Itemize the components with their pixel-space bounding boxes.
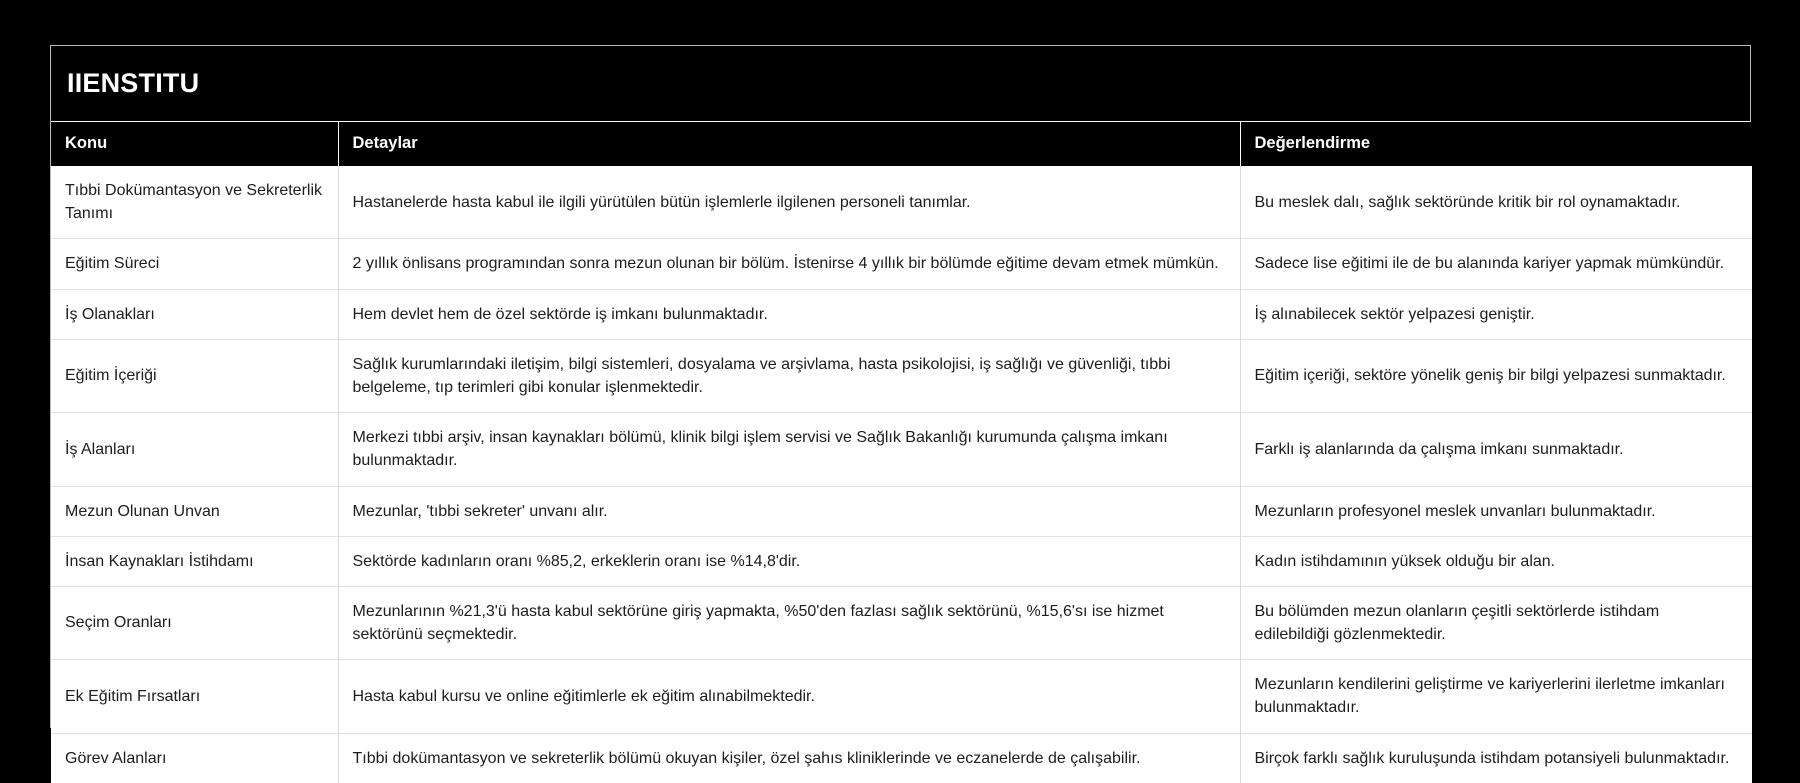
table-row	[51, 239, 1752, 289]
column-header-konu: Konu	[51, 122, 338, 166]
cell-konu: İş Olanakları	[51, 289, 338, 339]
table-row	[51, 413, 1752, 486]
table-row	[51, 289, 1752, 339]
cell-degerlendirme: Birçok farklı sağlık kuruluşunda istihdam potansiyeli bulunmaktadır.	[1240, 733, 1752, 783]
brand-bar	[51, 46, 1750, 122]
cell-konu: Eğitim İçeriği	[51, 339, 338, 412]
column-header-degerlendirme: Değerlendirme	[1240, 122, 1752, 166]
table-row	[51, 536, 1752, 586]
cell-konu: Görev Alanları	[51, 733, 338, 783]
cell-konu: Ek Eğitim Fırsatları	[51, 660, 338, 733]
cell-degerlendirme: Bu meslek dalı, sağlık sektöründe kritik bir rol oynamaktadır.	[1240, 166, 1752, 239]
cell-detaylar: Mezunlar, 'tıbbi sekreter' unvanı alır.	[338, 486, 1240, 536]
cell-degerlendirme: Eğitim içeriği, sektöre yönelik geniş bir bilgi yelpazesi sunmaktadır.	[1240, 339, 1752, 412]
info-table-card	[50, 45, 1751, 767]
table-row	[51, 660, 1752, 733]
cell-konu: İnsan Kaynakları İstihdamı	[51, 536, 338, 586]
table-row	[51, 733, 1752, 783]
cell-konu: Mezun Olunan Unvan	[51, 486, 338, 536]
cell-detaylar: Hem devlet hem de özel sektörde iş imkanı bulunmaktadır.	[338, 289, 1240, 339]
cell-detaylar: Hastanelerde hasta kabul ile ilgili yürütülen bütün işlemlerle ilgilenen personeli tanımlar.	[338, 166, 1240, 239]
cell-konu: Tıbbi Dokümantasyon ve Sekreterlik Tanımı	[51, 166, 338, 239]
cell-detaylar: Mezunlarının %21,3'ü hasta kabul sektörüne giriş yapmakta, %50'den fazlası sağlık sektörünü, %15,6'sı ise hizmet sektörünü seçmektedir.	[338, 586, 1240, 659]
info-table	[51, 122, 1752, 783]
cell-degerlendirme: Bu bölümden mezun olanların çeşitli sektörlerde istihdam edilebildiği gözlenmektedir.	[1240, 586, 1752, 659]
cell-konu: Eğitim Süreci	[51, 239, 338, 289]
table-row	[51, 339, 1752, 412]
table-row	[51, 586, 1752, 659]
cell-degerlendirme: Mezunların profesyonel meslek unvanları bulunmaktadır.	[1240, 486, 1752, 536]
cell-degerlendirme: Sadece lise eğitimi ile de bu alanında kariyer yapmak mümkündür.	[1240, 239, 1752, 289]
cell-detaylar: Merkezi tıbbi arşiv, insan kaynakları bölümü, klinik bilgi işlem servisi ve Sağlık Bakanlığı kurumunda çalışma imkanı bulunmaktadır.	[338, 413, 1240, 486]
cell-konu: Seçim Oranları	[51, 586, 338, 659]
cell-degerlendirme: İş alınabilecek sektör yelpazesi geniştir.	[1240, 289, 1752, 339]
cell-detaylar: Hasta kabul kursu ve online eğitimlerle ek eğitim alınabilmektedir.	[338, 660, 1240, 733]
brand-title: IIENSTITU	[67, 68, 200, 98]
column-header-detaylar: Detaylar	[338, 122, 1240, 166]
cell-degerlendirme: Mezunların kendilerini geliştirme ve kariyerlerini ilerletme imkanları bulunmaktadır.	[1240, 660, 1752, 733]
cell-detaylar: Sektörde kadınların oranı %85,2, erkeklerin oranı ise %14,8'dir.	[338, 536, 1240, 586]
table-body	[51, 166, 1752, 783]
cell-degerlendirme: Farklı iş alanlarında da çalışma imkanı sunmaktadır.	[1240, 413, 1752, 486]
table-row	[51, 166, 1752, 239]
cell-detaylar: 2 yıllık önlisans programından sonra mezun olunan bir bölüm. İstenirse 4 yıllık bir bölümde eğitime devam etmek mümkün.	[338, 239, 1240, 289]
table-header	[51, 122, 1752, 166]
table-header-row	[51, 122, 1752, 166]
table-row	[51, 486, 1752, 536]
cell-detaylar: Sağlık kurumlarındaki iletişim, bilgi sistemleri, dosyalama ve arşivlama, hasta psikolojisi, iş sağlığı ve güvenliği, tıbbi belgeleme, tıp terimleri gibi konular işlenmektedir.	[338, 339, 1240, 412]
cell-konu: İş Alanları	[51, 413, 338, 486]
cell-detaylar: Tıbbi dokümantasyon ve sekreterlik bölümü okuyan kişiler, özel şahıs kliniklerinde ve eczanelerde de çalışabilir.	[338, 733, 1240, 783]
cell-degerlendirme: Kadın istihdamının yüksek olduğu bir alan.	[1240, 536, 1752, 586]
